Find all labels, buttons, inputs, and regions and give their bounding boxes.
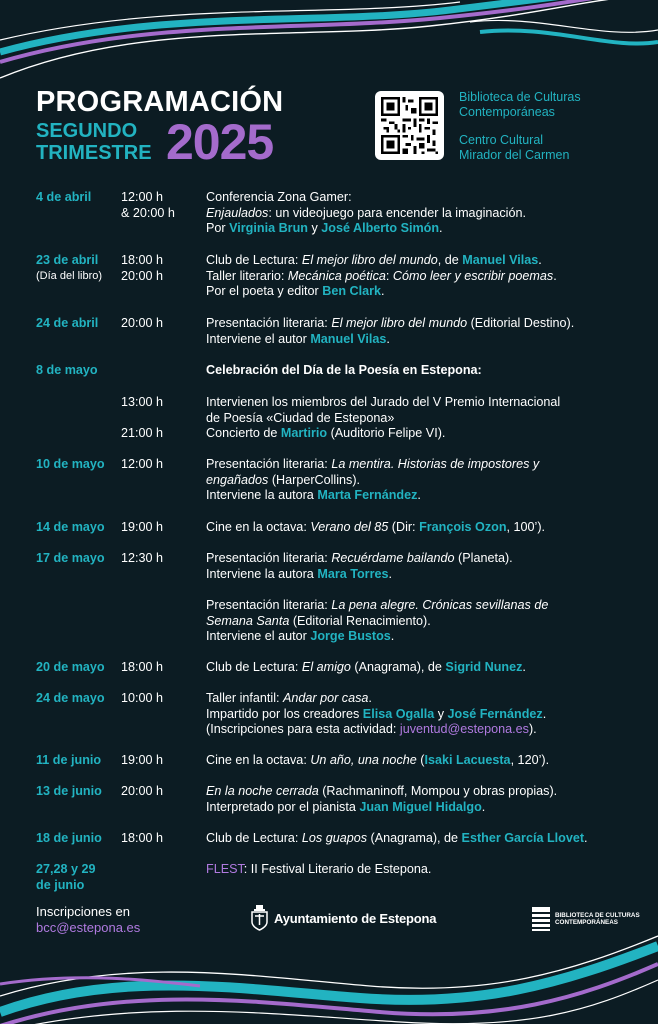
text-segment: Interviene el autor [206,331,311,346]
event-date-text: 24 de abril [36,316,99,330]
person-name: José Alberto Simón [321,221,440,236]
event-description [206,784,636,815]
event-description-line [206,253,636,269]
text-segment: Cine en la octava: [206,753,311,767]
work-title: Recuérdame bailando [331,551,455,565]
event-date [36,551,105,567]
event-description-line [206,800,636,816]
event-times [121,457,163,473]
work-title: Un año, una noche [310,753,417,767]
text-segment: . [584,831,588,845]
text-segment: (Rachmaninoff, Mompou y obras propias). [318,784,558,798]
event-date [36,660,105,676]
work-title: Verano del 85 [310,520,389,534]
event-description-line [206,411,636,427]
text-segment: ). [528,722,537,737]
venue-2-line-1: Centro Cultural [459,133,544,147]
text-segment: . [386,331,390,346]
text-segment: Interviene el autor [206,629,311,644]
text-segment: y [307,221,322,236]
event-date-text: 8 de mayo [36,363,98,377]
text-segment: . [388,566,392,581]
event-date [36,784,102,800]
work-title: Semana Santa [206,613,290,628]
event-description-line [206,831,636,847]
person-name: Esther García Llovet [461,831,585,845]
text-segment: . [439,221,443,236]
top-wave-decoration [0,0,658,95]
event-times [121,660,163,676]
event-date [36,190,91,206]
event-times [121,190,175,221]
event-date [36,363,98,379]
event-date-note: (Día del libro) [36,269,103,282]
event-date-text: 23 de abril [36,253,99,267]
event-description [206,862,636,878]
event-description-line [206,753,636,769]
event-time: & 20:00 h [121,205,175,220]
event-date-text: 27,28 y 29 [36,862,96,876]
text-segment: . [553,268,557,283]
work-title: Mecánica poética [287,268,386,283]
event-description-line [206,316,636,332]
venue-biblioteca [459,90,581,120]
text-segment: : un videojuego para encender la imaginación. [268,205,526,220]
qr-code-icon [381,97,438,154]
text-segment: Presentación literaria: [206,551,332,565]
work-title: El amigo [301,660,351,674]
event-date [36,316,98,332]
event-times [121,784,163,800]
person-name: Juan Miguel Hidalgo [359,799,482,814]
text-segment: y [434,706,448,721]
work-title: Andar por casa [283,691,369,705]
text-segment: Por el poeta y editor [206,284,323,299]
event-times [121,253,163,284]
bcc-logo-icon [532,907,550,931]
bcc-logo-text [555,912,640,927]
event-description-line [206,784,636,800]
bcc-logo-line-1: BIBLIOTECA DE CULTURAS [555,911,640,919]
bcc-logo [532,907,640,931]
text-segment: Interpretado por el pianista [206,799,360,814]
text-segment: . [381,284,385,299]
event-times [121,691,163,707]
ayuntamiento-name: Ayuntamiento de Estepona [274,910,437,926]
text-segment: (HarperCollins). [268,472,361,487]
event-description-line [206,707,636,723]
text-segment: , de [437,253,463,267]
text-segment: , 100’). [506,520,546,534]
person-name: Jorge Bustos [310,629,391,644]
event-times [121,753,163,769]
event-description [206,520,636,536]
event-description-line [206,473,636,489]
event-description [206,190,636,237]
event-description-line [206,426,636,442]
event-date [36,457,105,473]
work-title: El mejor libro del mundo [331,316,468,330]
event-description [206,753,636,769]
person-name: Manuel Vilas [310,331,387,346]
event-description-line [206,629,636,645]
work-title: En la noche cerrada [206,784,319,798]
event-description-line [206,269,636,285]
work-title: Enjaulados [206,205,269,220]
venue-1-line-2: Contemporáneas [459,105,555,119]
person-name: Manuel Vilas [462,253,539,267]
text-segment: Taller infantil: [206,691,283,705]
event-time: 19:00 h [121,753,164,767]
event-time: 18:00 h [121,253,164,267]
event-description-line [206,551,636,567]
text-segment: (Editorial Renacimiento). [289,613,431,628]
person-name: Isaki Lacuesta [424,753,511,767]
event-date-text: 11 de junio [36,753,102,767]
event-time: 20:00 h [121,316,164,330]
text-segment: Presentación literaria: [206,316,332,330]
work-title: Cómo leer y escribir poemas [392,268,554,283]
person-name: François Ozon [419,520,507,534]
qr-code[interactable] [375,91,444,160]
text-segment: de Poesía «Ciudad de Estepona» [206,410,395,425]
text-segment: . [542,706,547,721]
person-name: Mara Torres [317,566,389,581]
event-description [206,395,636,442]
event-date-text: 18 de junio [36,831,102,845]
bcc-logo-line-2: CONTEMPORÁNEAS [555,919,618,926]
text-segment: . [417,488,421,503]
email-link[interactable]: juventud@estepona.es [399,722,529,737]
venue-centro-cultural [459,133,569,163]
event-date [36,753,101,769]
text-segment: (Anagrama), de [350,660,446,674]
work-title: El mejor libro del mundo [301,253,438,267]
event-description-line [206,395,636,411]
event-time: 21:00 h [121,426,164,441]
event-description [206,660,636,676]
event-date-text: 13 de junio [36,784,102,798]
year: 2025 [166,114,274,170]
event-description-line [206,567,636,583]
event-date-text-2: de junio [36,877,85,892]
text-segment: Celebración del Día de la Poesía en Estepona: [206,363,482,377]
event-description [206,363,636,379]
text-segment: (Planeta). [454,551,513,565]
event-description-line [206,598,636,614]
person-name: Martirio [280,426,328,441]
event-description-line [206,363,636,379]
event-description-line [206,660,636,676]
text-segment: . [522,660,526,674]
work-title: engañados [206,472,269,487]
event-time: 12:00 h [121,457,164,471]
event-description-line [206,862,636,878]
event-date-text: 24 de mayo [36,691,105,705]
event-time: 18:00 h [121,831,164,845]
event-description [206,551,636,582]
person-name: Virginia Brun [229,221,308,236]
person-name: Elisa Ogalla [362,706,435,721]
venue-1-line-1: Biblioteca de Culturas [459,90,581,104]
event-time [121,411,163,427]
page-title: PROGRAMACIÓN [36,86,284,118]
event-time: 18:00 h [121,660,164,674]
text-segment: (Editorial Destino). [467,316,575,330]
event-time: 20:00 h [121,268,164,283]
text-segment: Club de Lectura: [206,660,302,674]
event-times [121,520,163,536]
event-time: 12:00 h [121,190,164,204]
subtitle [36,120,152,164]
text-segment: FLEST [206,862,244,876]
text-segment: Interviene la autora [206,566,318,581]
event-time: 20:00 h [121,784,164,798]
text-segment: . [481,799,486,814]
event-description [206,457,636,504]
work-title: La mentira. Historias de impostores y [331,457,540,471]
event-time: 19:00 h [121,520,164,534]
event-date [36,862,96,893]
text-segment: (Inscripciones para esta actividad: [206,722,400,737]
text-segment: Concierto de [206,426,281,441]
text-segment: . [368,691,372,705]
event-description-line [206,691,636,707]
text-segment: Impartido por los creadores [206,706,363,721]
text-segment: (Auditorio Felipe VI). [327,426,446,441]
event-description-line [206,221,636,237]
event-description-line [206,488,636,504]
event-date-text: 14 de mayo [36,520,105,534]
event-times [121,316,163,332]
event-description [206,831,636,847]
text-segment: Presentación literaria: [206,457,332,471]
person-name: Marta Fernández [317,488,418,503]
event-date [36,831,102,847]
event-time: 13:00 h [121,395,164,409]
text-segment: : II Festival Literario de Estepona. [243,862,432,876]
text-segment: . [390,629,395,644]
ayuntamiento-logo [251,905,436,931]
event-description-line [206,722,636,738]
event-description [206,253,636,300]
venue-2-line-2: Mirador del Carmen [459,148,570,162]
text-segment: Conferencia Zona Gamer: [206,190,352,204]
text-segment: Taller literario: [206,268,288,283]
text-segment: ( [416,753,425,767]
bottom-wave-decoration [0,934,658,1024]
text-segment: Intervienen los miembros del Jurado del V Premio Internacional [206,395,561,409]
person-name: Sigrid Nunez [445,660,523,674]
text-segment: : [385,268,393,283]
event-date-text: 4 de abril [36,190,92,204]
event-description [206,316,636,347]
text-segment: (Anagrama), de [367,831,462,845]
text-segment: Cine en la octava: [206,520,311,534]
event-date [36,253,102,284]
text-segment: Por [206,221,230,236]
text-segment: Club de Lectura: [206,253,302,267]
event-date [36,691,105,707]
event-date-text: 20 de mayo [36,660,105,674]
event-description-line [206,284,636,300]
event-time: 10:00 h [121,691,164,705]
event-description-line [206,332,636,348]
event-description-line [206,614,636,630]
event-time: 12:30 h [121,551,164,565]
coat-of-arms-icon [251,905,268,931]
text-segment: , 120’). [510,753,550,767]
event-description-line [206,457,636,473]
person-name: José Fernández [447,706,543,721]
event-times [121,831,163,847]
text-segment: Interviene la autora [206,488,318,503]
person-name: Ben Clark [322,284,382,299]
inscripciones-email-link[interactable]: bcc@estepona.es [36,920,141,935]
event-date-text: 10 de mayo [36,457,105,471]
event-date [36,520,105,536]
footer-inscripciones [36,904,140,936]
event-times [121,551,163,567]
event-description [206,598,636,645]
work-title: Los guapos [301,831,368,845]
text-segment: Presentación literaria: [206,598,332,612]
event-description [206,691,636,738]
event-description-line [206,520,636,536]
inscripciones-label: Inscripciones en [36,904,130,919]
text-segment: (Dir: [388,520,420,534]
event-date-text: 17 de mayo [36,551,105,565]
event-description-line [206,206,636,222]
subtitle-line-2: TRIMESTRE [36,142,152,164]
work-title: La pena alegre. Crónicas sevillanas de [331,598,549,612]
text-segment: Club de Lectura: [206,831,302,845]
event-times [121,395,163,442]
text-segment: . [538,253,542,267]
subtitle-line-1: SEGUNDO [36,120,138,142]
event-description-line [206,190,636,206]
